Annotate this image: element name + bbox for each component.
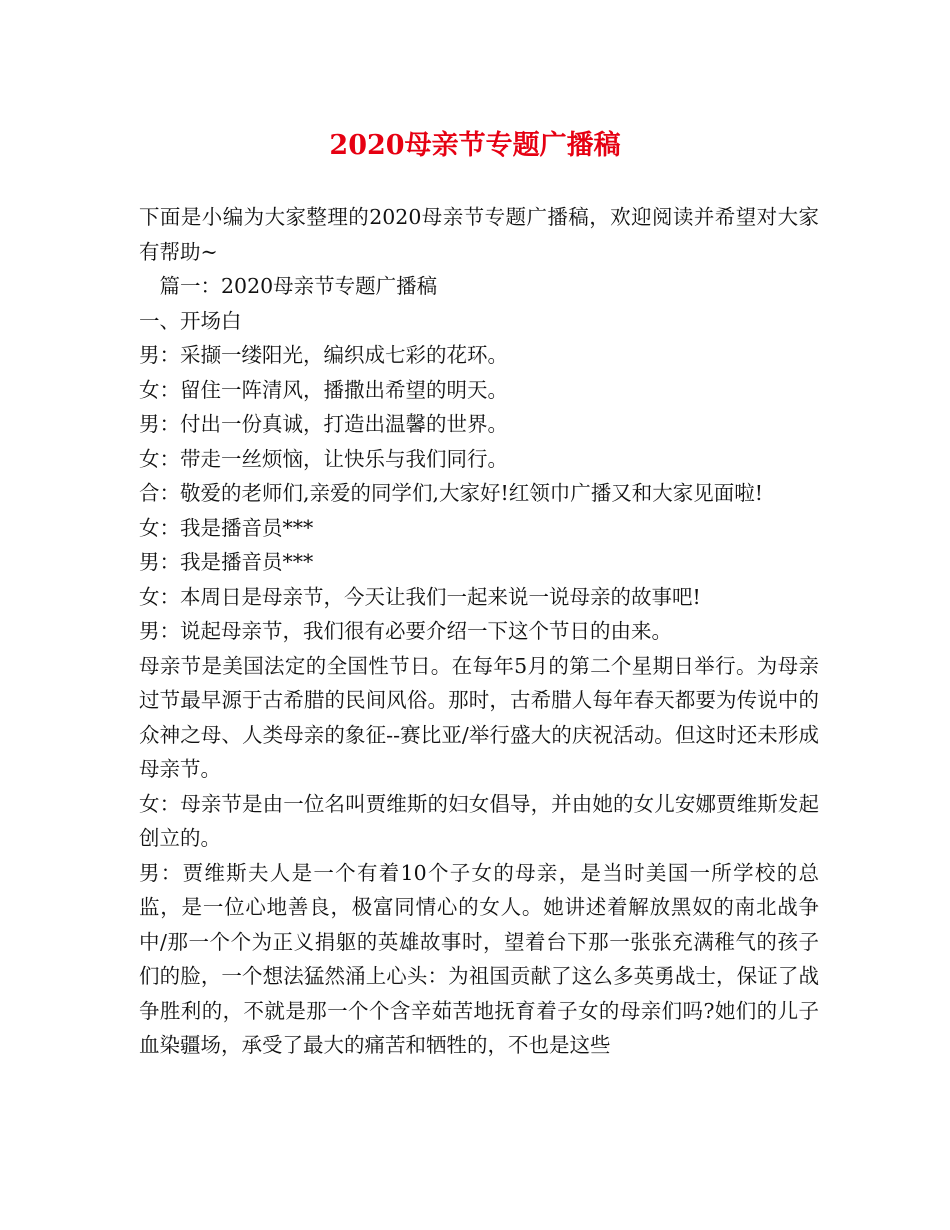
paragraph-section-heading: 篇一：2020母亲节专题广播稿 xyxy=(139,274,438,298)
paragraph-line: 女：本周日是母亲节，今天让我们一起来说一说母亲的故事吧! xyxy=(139,584,701,609)
paragraph-line: 男：说起母亲节，我们很有必要介绍一下这个节日的由来。 xyxy=(139,619,672,643)
paragraph-line: 女：带走一丝烦恼，让快乐与我们同行。 xyxy=(139,446,508,471)
paragraph-line: 女：我是播音员*** xyxy=(139,515,314,540)
document-title: 2020母亲节专题广播稿 xyxy=(329,130,621,161)
paragraph-line: 男：我是播音员*** xyxy=(139,550,314,574)
document-body xyxy=(139,200,819,1063)
paragraph-subheading: 一、开场白 xyxy=(139,308,242,333)
paragraph-line: 女：留住一阵清风，播撒出希望的明天。 xyxy=(139,377,508,402)
paragraph-line: 男：采撷一缕阳光，编织成七彩的花环。 xyxy=(139,343,508,367)
paragraph-line: 合：敬爱的老师们,亲爱的同学们,大家好!红领巾广播又和大家见面啦! xyxy=(139,481,764,505)
paragraph-line: 女：母亲节是由一位名叫贾维斯的妇女倡导，并由她的女儿安娜贾维斯发起创立的。 xyxy=(139,791,819,850)
paragraph-line: 母亲节是美国法定的全国性节日。在每年5月的第二个星期日举行。为母亲过节最早源于古希腊的民间风俗。那时，古希腊人每年春天都要为传说中的众神之母、人类母亲的象征--赛比亚/举行盛大的庆祝活动。但这时还未形成母亲节。 xyxy=(139,653,819,781)
paragraph-intro: 下面是小编为大家整理的2020母亲节专题广播稿，欢迎阅读并希望对大家有帮助~ xyxy=(139,205,819,264)
paragraph-line: 男：贾维斯夫人是一个有着10个子女的母亲，是当时美国一所学校的总监，是一位心地善良，极富同情心的女人。她讲述着解放黑奴的南北战争中/那一个个为正义捐躯的英雄故事时，望着台下那一张张充满稚气的孩子们的脸，一个想法猛然涌上心头：为祖国贡献了这么多英勇战士，保证了战争胜利的，不就是那一个个含辛茹苦地抚育着子女的母亲们吗?她们的儿子血染疆场，承受了最大的痛苦和牺牲的，不也是这些 xyxy=(139,860,819,1057)
paragraph-line: 男：付出一份真诚，打造出温馨的世界。 xyxy=(139,412,508,436)
